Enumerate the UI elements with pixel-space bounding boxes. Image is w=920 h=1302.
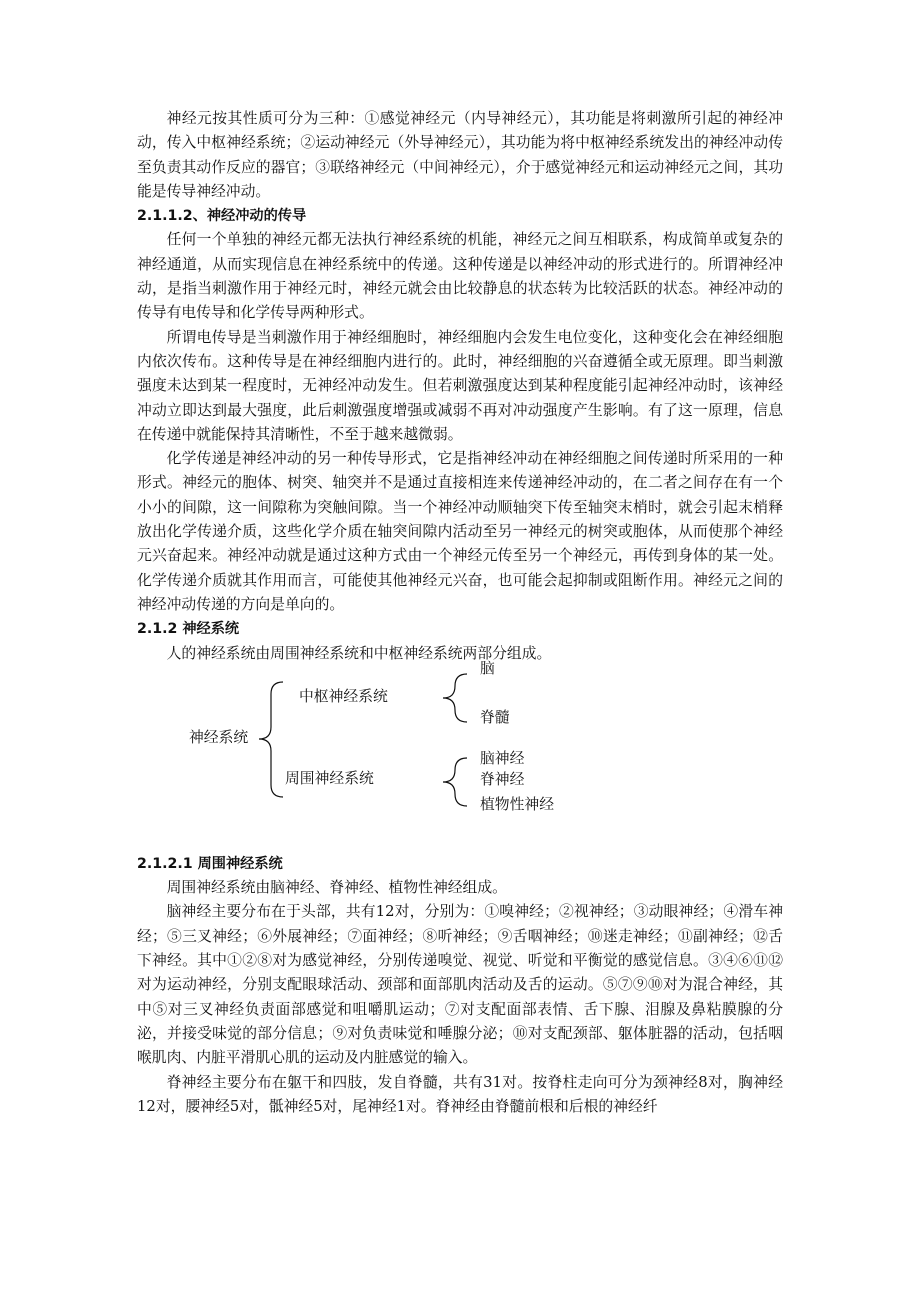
paragraph: 所谓电传导是当刺激作用于神经细胞时，神经细胞内会发生电位变化，这种变化会在神经细胞内依次传布。这种传导是在神经细胞内进行的。此时，神经细胞的兴奋遵循全或无原理。即当刺激强度未达到某一程度时，无神经冲动发生。但若刺激强度达到某种程度能引起神经冲动时，该神经冲动立即达到最大强度，此后刺激强度增强或减弱不再对冲动强度产生影响。有了这一原理，信息在传递中就能保持其清晰性，不至于越来越微弱。: [137, 328, 783, 443]
paragraph: 任何一个单独的神经元都无法执行神经系统的机能，神经元之间互相联系，构成简单或复杂的神经通道，从而实现信息在神经系统中的传递。这种传递是以神经冲动的形式进行的。所谓神经冲动，是指当刺激作用于神经元时，神经元就会由比较静息的状态转为比较活跃的状态。神经冲动的传导有电传导和化学传导两种形式。: [137, 231, 783, 322]
paragraph: 人的神经系统由周围神经系统和中枢神经系统两部分组成。: [166, 644, 552, 662]
document-body: [137, 107, 783, 1119]
paragraph: 神经元按其性质可分为三种：①感觉神经元（内导神经元），其功能是将刺激所引起的神经冲动，传入中枢神经系统；②运动神经元（外导神经元），其功能为将中枢神经系统发出的神经冲动传至负责其动作反应的器官；③联络神经元（中间神经元），介于感觉神经元和运动神经元之间，其功能是传导神经冲动。: [137, 110, 783, 200]
nervous-system-tree-diagram: [137, 659, 783, 827]
section-heading: 2.1.2.1 周围神经系统: [137, 855, 283, 872]
paragraph: 化学传递是神经冲动的另一种传导形式，它是指神经冲动在神经细胞之间传递时所采用的一种形式。神经元的胞体、树突、轴突并不是通过直接相连来传递神经冲动的，在二者之间存在有一个小小的间隙，这一间隙称为突触间隙。当一个神经冲动顺轴突下传至轴突末梢时，就会引起末梢释放出化学传递介质，这些化学介质在轴突间隙内活动至另一神经元的树突或胞体，从而使那个神经元兴奋起来。神经冲动就是通过这种方式由一个神经元传至另一个神经元，再传到身体的某一处。化学传递介质就其作用而言，可能使其他神经元兴奋，也可能会起抑制或阻断作用。神经元之间的神经冲动传递的方向是单向的。: [137, 450, 783, 613]
section-heading: 2.1.1.2、神经冲动的传导: [137, 208, 307, 225]
paragraph: 脑神经主要分布在于头部，共有12对，分别为：①嗅神经；②视神经；③动眼神经；④滑车神经；⑤三叉神经；⑥外展神经；⑦面神经；⑧听神经；⑨舌咽神经；⑩迷走神经；⑪副神经；⑫舌下神经。其中①②⑧对为感觉神经，分别传递嗅觉、视觉、听觉和平衡觉的感觉信息。③④⑥⑪⑫对为运动神经，分别支配眼球活动、颈部和面部肌肉活动及舌的运动。⑤⑦⑨⑩对为混合神经，其中⑤对三叉神经负责面部感觉和咀嚼肌运动；⑦对支配面部表情、舌下腺、泪腺及鼻粘膜腺的分泌，并接受味觉的部分信息；⑨对负责味觉和唾腺分泌；⑩对支配颈部、躯体脏器的活动，包括咽喉肌肉、内脏平滑肌心肌的运动及内脏感觉的输入。: [137, 903, 783, 1067]
diagram-central-item: 脑: [480, 659, 495, 677]
diagram-central-item: 脊髓: [480, 708, 510, 726]
paragraph: 脊神经主要分布在躯干和四肢，发自脊髓，共有31对。按脊柱走向可分为颈神经8对，胸神经12对，腰神经5对，骶神经5对，尾神经1对。脊神经由脊髓前根和后根的神经纤: [137, 1073, 783, 1115]
diagram-root-label: 神经系统: [189, 728, 249, 746]
diagram-peripheral-item: 脊神经: [480, 770, 525, 788]
peripheral-brace: [443, 758, 467, 806]
diagram-peripheral-label: 周围神经系统: [285, 769, 374, 787]
diagram-peripheral-item: 植物性神经: [480, 795, 554, 813]
diagram-peripheral-item: 脑神经: [480, 749, 525, 767]
root-brace: [259, 682, 283, 797]
brace-lines: [137, 672, 783, 827]
paragraph: 周围神经系统由脑神经、脊神经、植物性神经组成。: [166, 879, 507, 897]
section-heading: 2.1.2 神经系统: [137, 621, 240, 638]
central-brace: [443, 674, 467, 722]
diagram-central-label: 中枢神经系统: [299, 687, 388, 705]
